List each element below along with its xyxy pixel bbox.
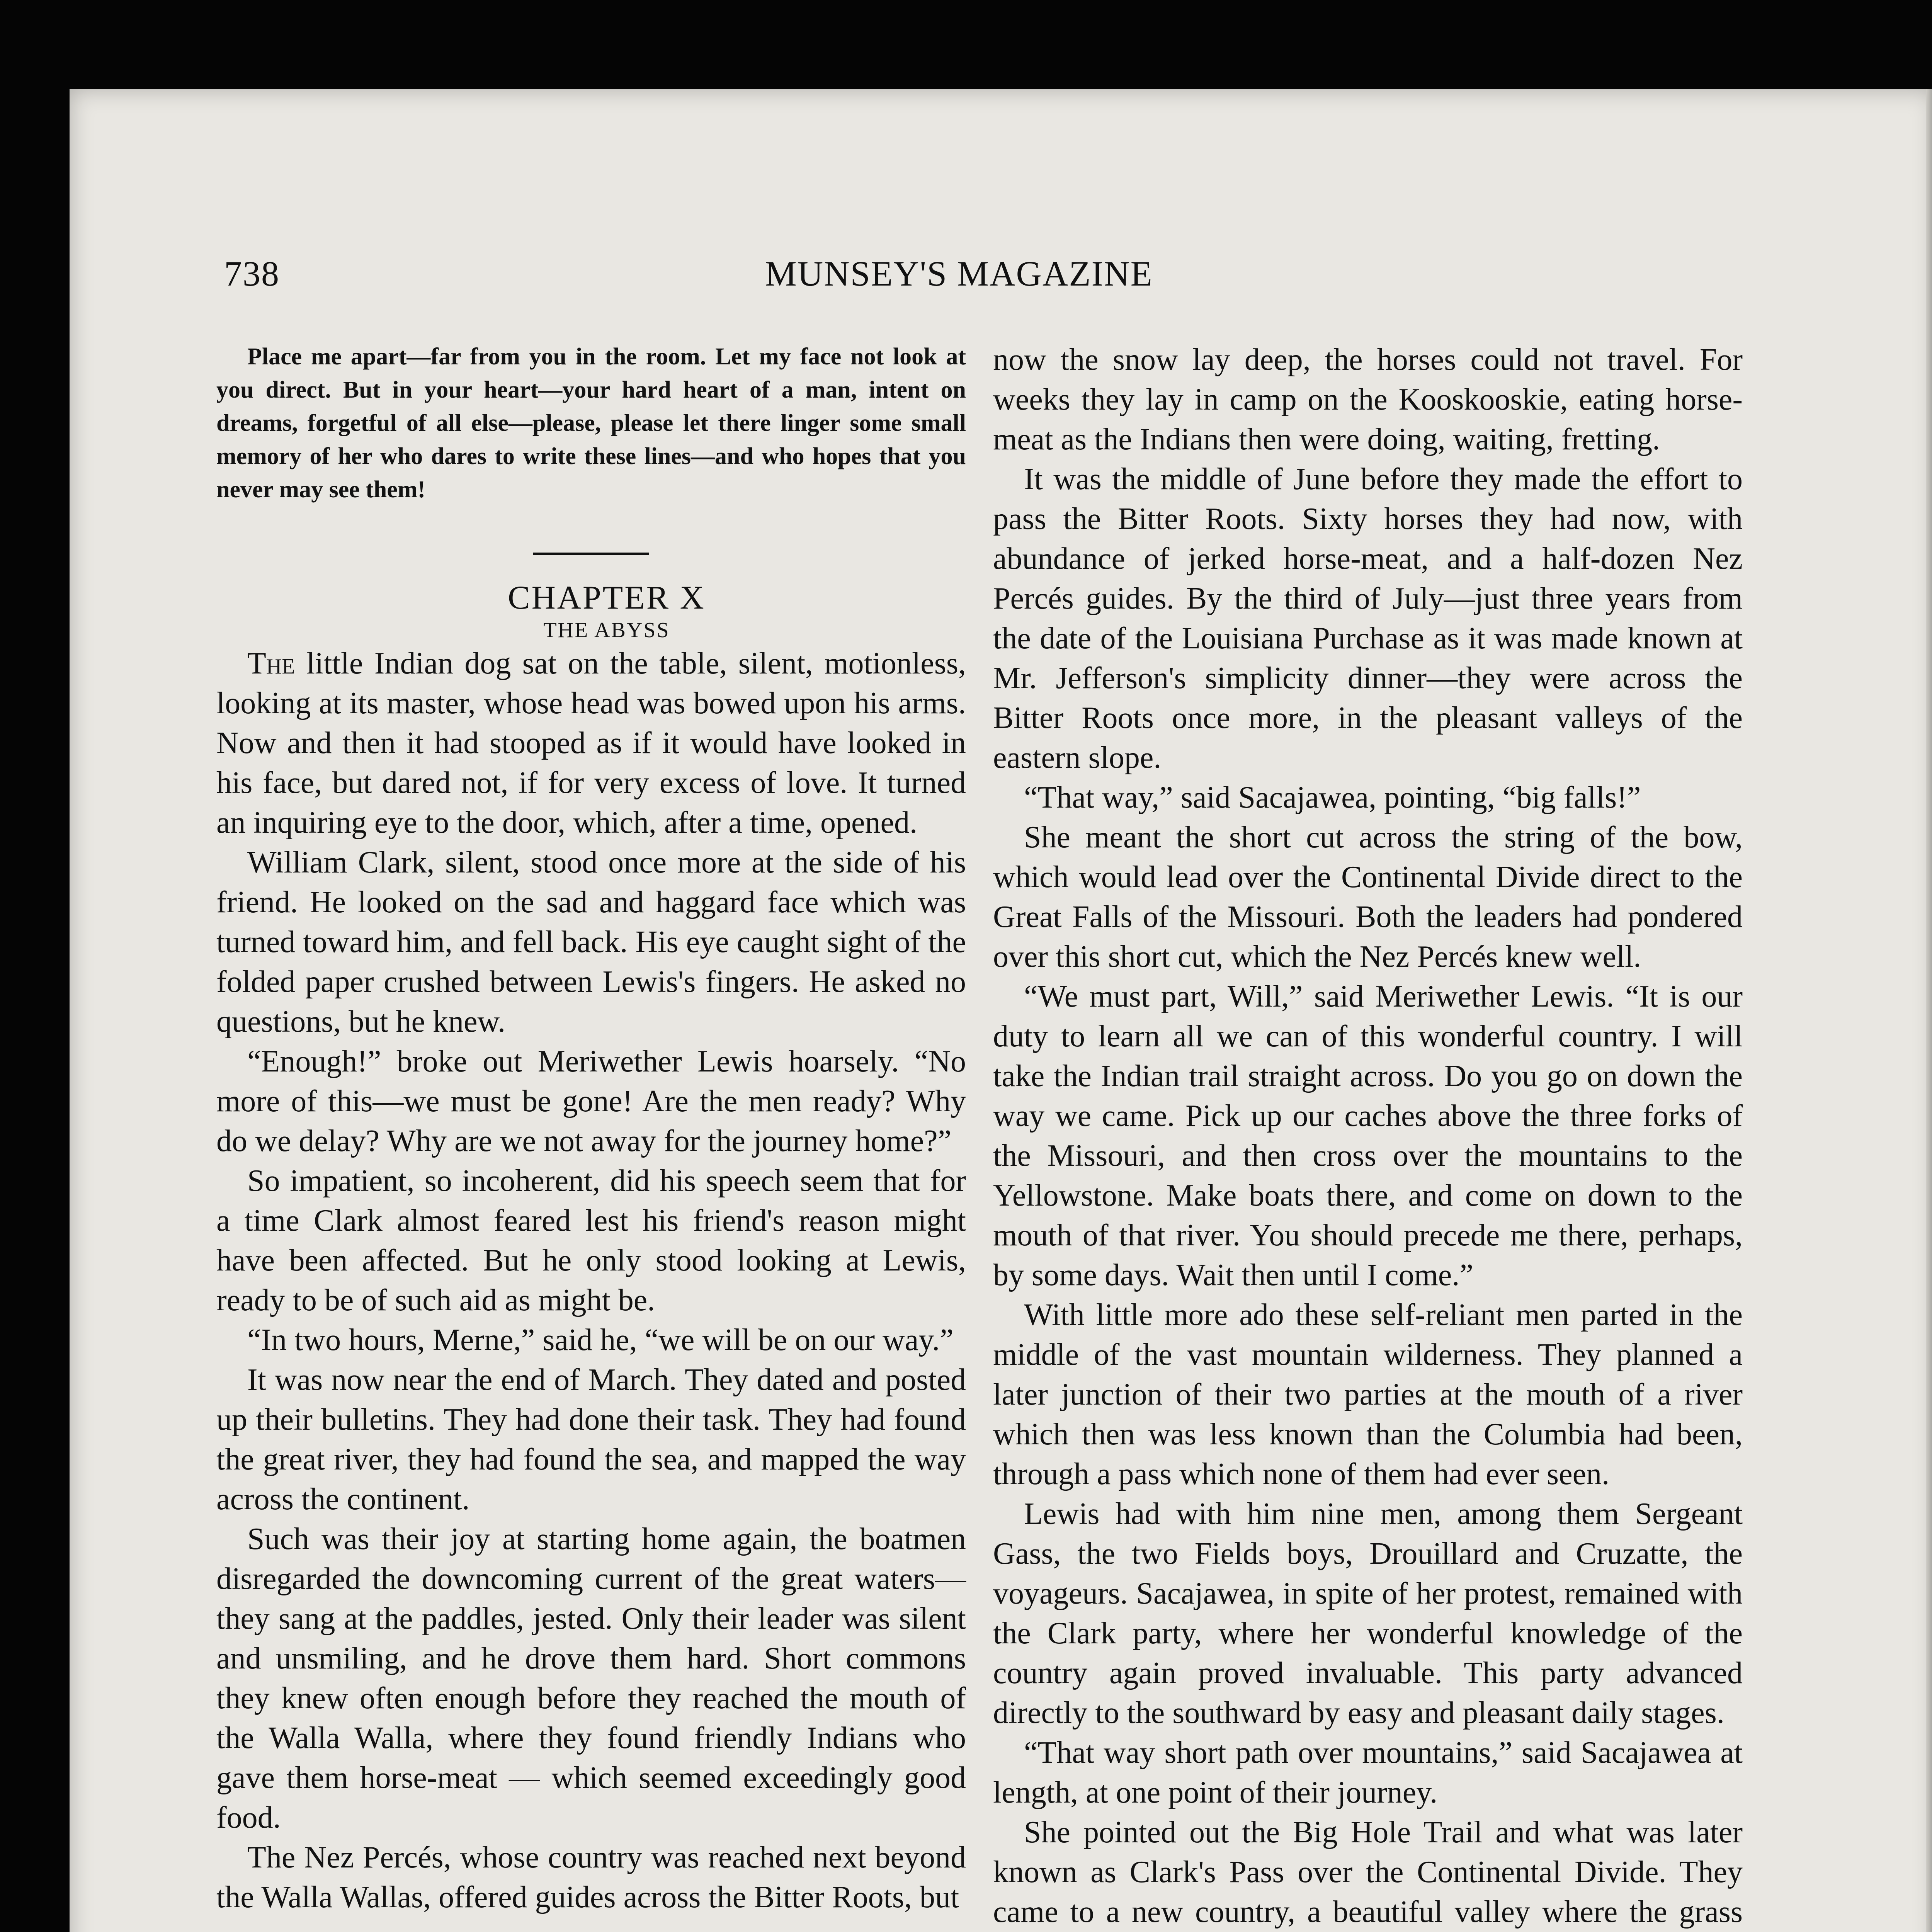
paragraph: “Enough!” broke out Meriwether Lewis hoarsely. “No more of this—we must be gone! Are the men ready? Why do we delay? Why are we not away for the journey home?” xyxy=(216,1044,966,1158)
paragraph: It was the middle of June before they made the effort to pass the Bitter Roots. Sixty horses they had now, with abundance of jerked horse-meat, and a half-dozen Nez Percés guides. By the third of July—just three years from the date of the Louisiana Purchase as it was made known at Mr. Jefferson's simplicity dinner—they were across the Bitter Roots once more, in the pleasant valleys of the eastern slope. xyxy=(993,462,1743,775)
paragraph: She pointed out the Big Hole Trail and what was later known as Clark's Pass over the Continental Divide. They came to a new country, a beautiful valley where the grass xyxy=(993,1815,1743,1929)
chapter-divider xyxy=(533,553,649,555)
paragraph: So impatient, so incoherent, did his speech seem that for a time Clark almost feared lest his friend's reason might have been affected. But he only stood looking at Lewis, ready to be of such aid as might be. xyxy=(216,1164,966,1317)
right-column xyxy=(993,340,1743,1932)
paragraph: “We must part, Will,” said Meriwether Lewis. “It is our duty to learn all we can of this wonderful country. I will take the Indian trail straight across. Do you go on down the way we came. Pick up our caches above the three forks of the Missouri, and then cross over the mountains to the Yellowstone. Make boats there, and come on down to the mouth of that river. You should precede me there, perhaps, by some days. Wait then until I come.” xyxy=(993,980,1743,1292)
paragraph: With little more ado these self-reliant men parted in the middle of the vast mountain wilderness. They planned a later junction of their two parties at the mouth of a river which then was less known than the Columbia had been, through a pass which none of them had ever seen. xyxy=(993,1298,1743,1491)
magazine-title: MUNSEY'S MAGAZINE xyxy=(765,254,1153,293)
paragraph: It was now near the end of March. They dated and posted up their bulletins. They had done their task. They had found the great river, they had found the sea, and mapped the way across the continent. xyxy=(216,1363,966,1516)
paragraph: William Clark, silent, stood once more at the side of his friend. He looked on the sad and haggard face which was turned toward him, and fell back. His eye caught sight of the folded paper crushed between Lewis's fingers. He asked no questions, but he knew. xyxy=(216,845,966,1039)
paragraph: Such was their joy at starting home again, the boatmen disregarded the downcoming current of the great waters—they sang at the paddles, jested. Only their leader was silent and unsmiling, and he drove them hard. Short commons they knew often enough before they reached the mouth of the Walla Walla, where they found friendly Indians who gave them horse-meat — which seemed exceedingly good food. xyxy=(216,1522,966,1835)
paragraph: “That way,” said Sacajawea, pointing, “big falls!” xyxy=(1024,781,1641,815)
paragraph: “In two hours, Merne,” said he, “we will be on our way.” xyxy=(247,1323,954,1357)
paragraph: “That way short path over mountains,” said Sacajawea at length, at one point of their journey. xyxy=(993,1736,1743,1810)
paragraph: Lewis had with him nine men, among them Sergeant Gass, the two Fields boys, Drouillard and Cruzatte, the voyageurs. Sacajawea, in spite of her protest, remained with the Clark party, where her wonderful knowledge of the country again proved invaluable. This party advanced directly to the southward by easy and pleasant daily stages. xyxy=(993,1497,1743,1730)
paragraph-text: little Indian dog sat on the table, silent, motionless, looking at its master, whose head was bowed upon his arms. Now and then it had stooped as if it would have looked in his face, but dared not, if for very excess of love. It turned an inquiring eye to the door, which, after a time, opened. xyxy=(216,646,966,840)
page-gutter-shadow xyxy=(1926,89,1932,1932)
paragraph: The Nez Percés, whose country was reached next beyond the Walla Wallas, offered guides across the Bitter Roots, but xyxy=(216,1840,966,1914)
paragraph: She meant the short cut across the string of the bow, which would lead over the Continental Divide direct to the Great Falls of the Missouri. Both the leaders had pondered over this short cut, which the Nez Percés knew well. xyxy=(993,820,1743,974)
running-head xyxy=(224,253,1221,303)
paragraph xyxy=(216,644,966,843)
paragraph: now the snow lay deep, the horses could not travel. For weeks they lay in camp on the Kooskooskie, eating horse-meat as the Indians then were doing, waiting, fretting. xyxy=(993,343,1743,456)
page-number: 738 xyxy=(224,254,280,293)
chapter-title: CHAPTER X xyxy=(508,579,706,616)
chapter-subtitle: THE ABYSS xyxy=(543,618,670,642)
letter-excerpt: Place me apart—far from you in the room. Let my face not look at you direct. But in your heart—your hard heart of a man, intent on dreams, forgetful of all else—please, please let there linger some small memory of her who dares to write these lines—and who hopes that you never may see them! xyxy=(216,344,966,503)
left-column xyxy=(216,340,966,1932)
opening-word: The xyxy=(247,646,295,680)
